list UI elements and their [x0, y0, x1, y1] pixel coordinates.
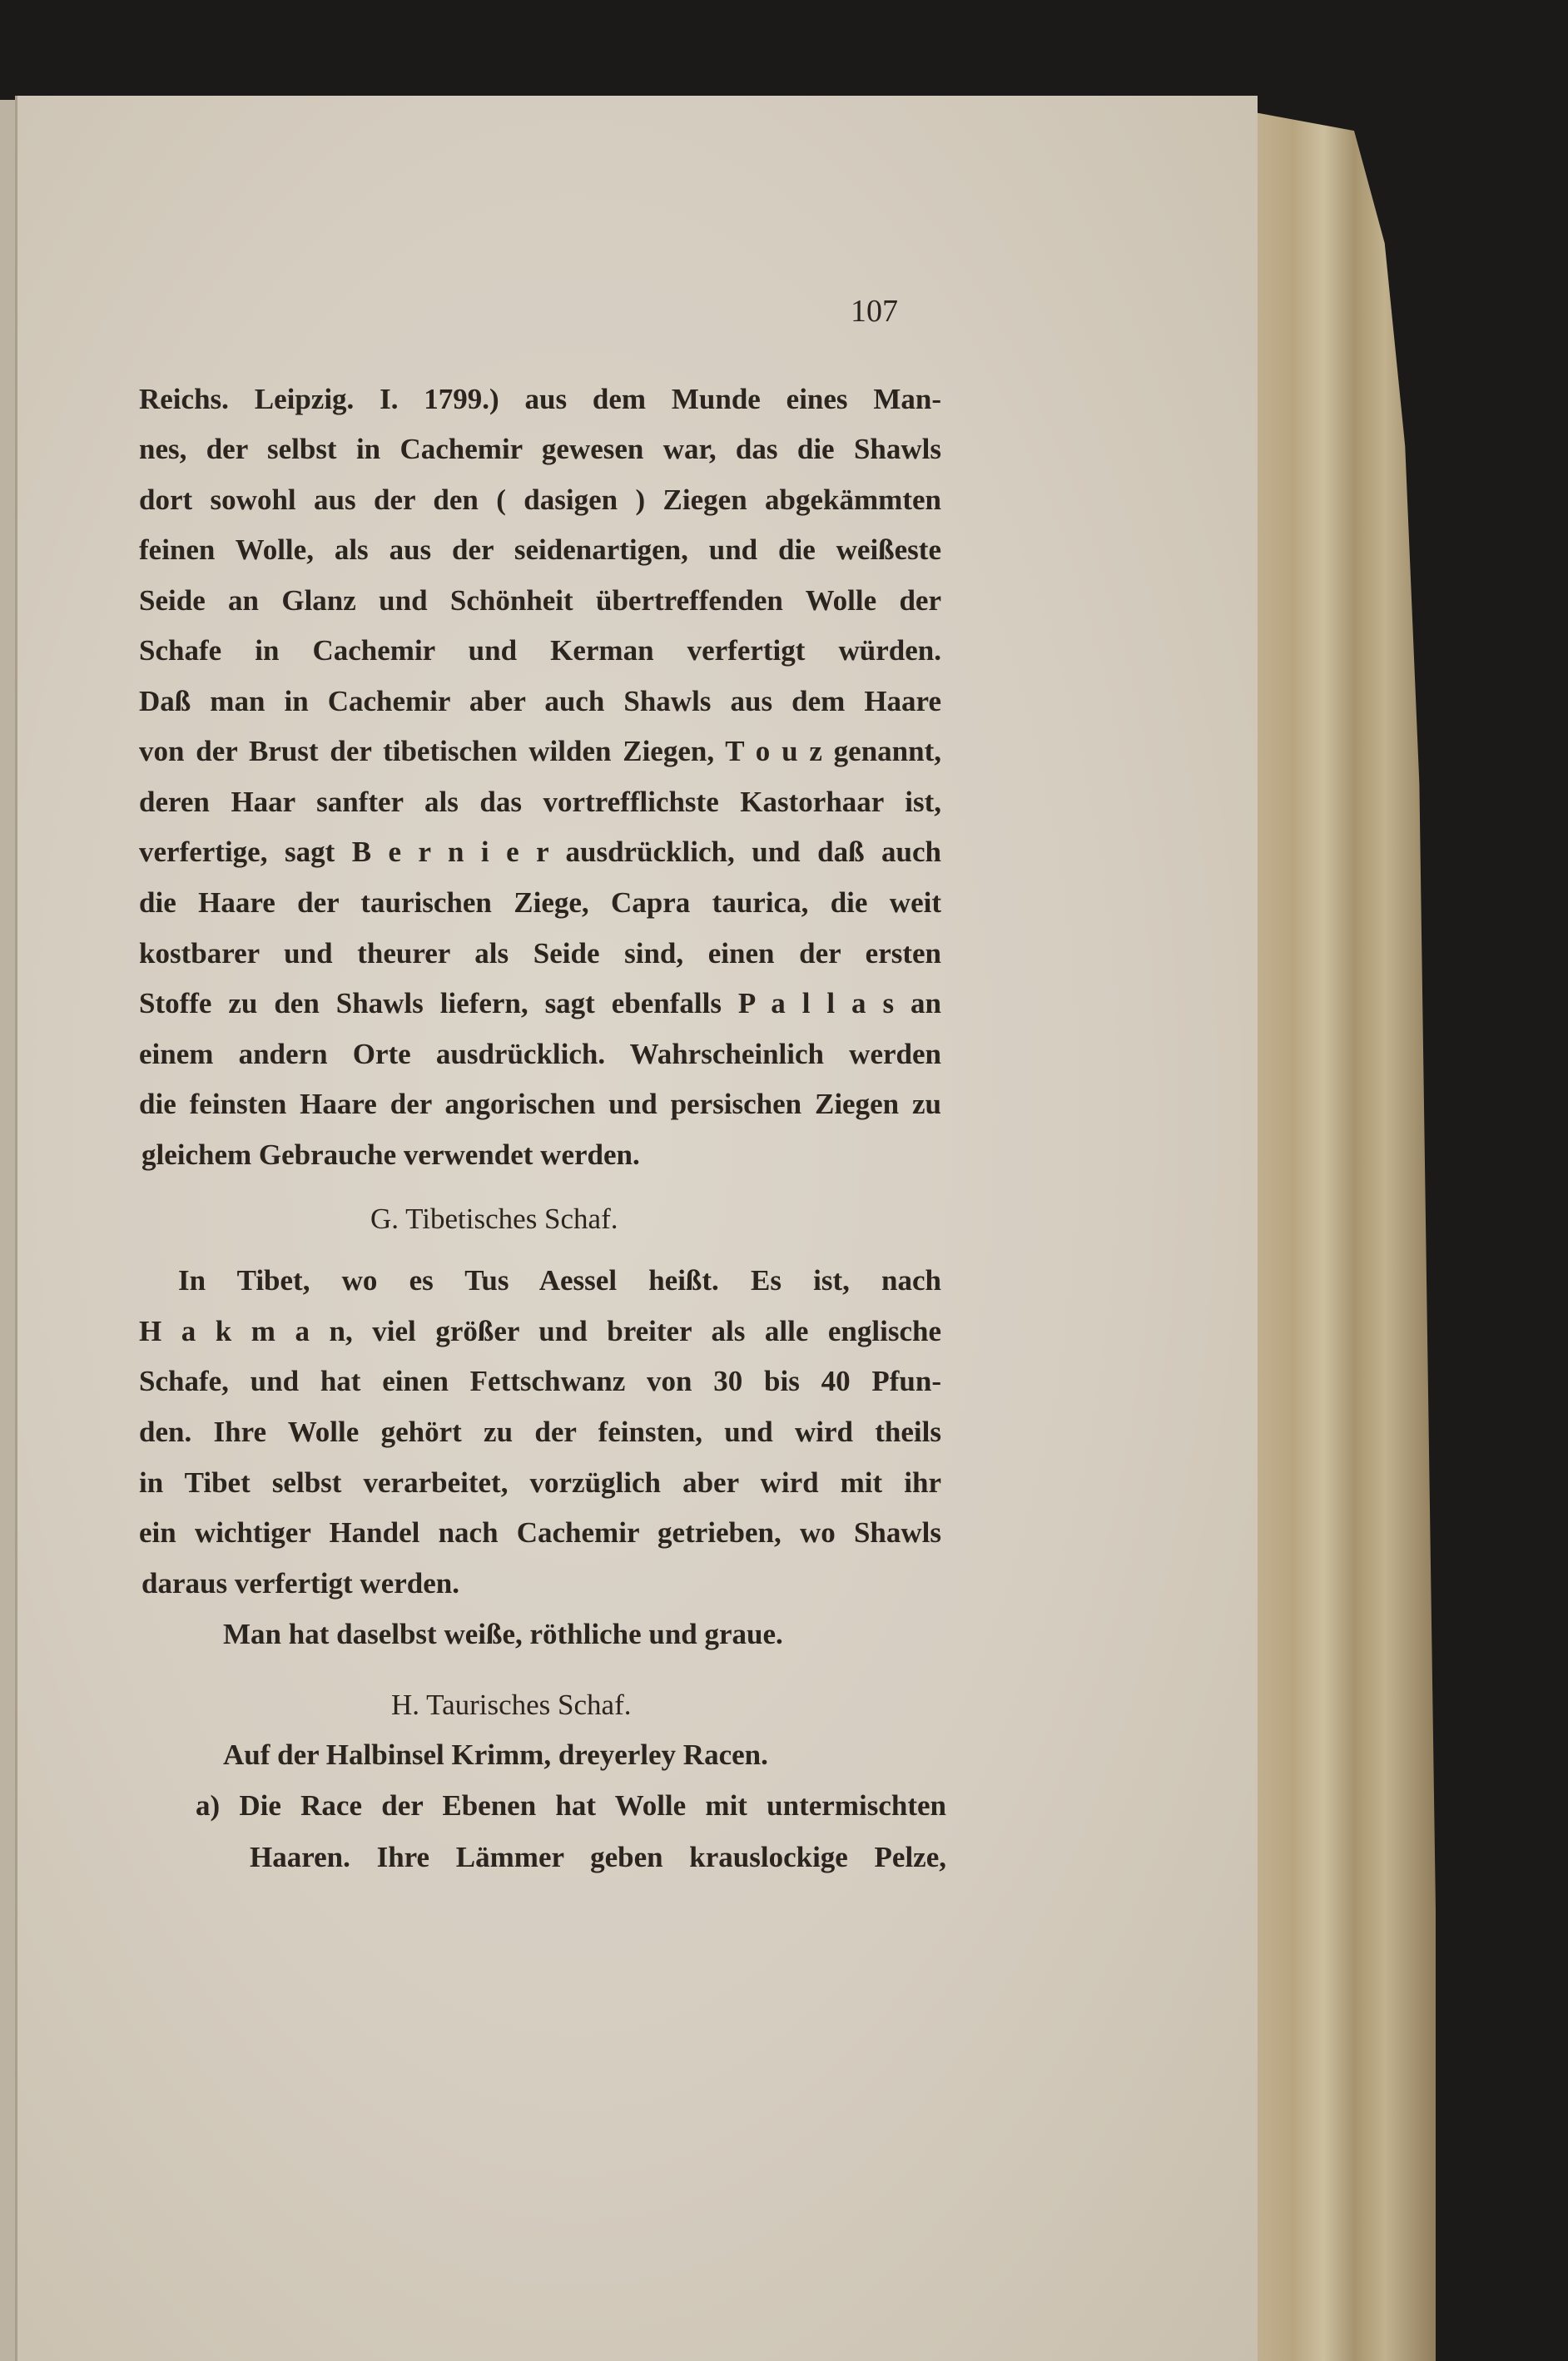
- text-line: deren Haar sanfter als das vortrefflichste Kastorhaar ist,: [139, 786, 941, 818]
- text-line: einem andern Orte ausdrücklich. Wahrscheinlich werden: [139, 1038, 941, 1070]
- text-line: nes, der selbst in Cachemir gewesen war, das die Shawls: [139, 433, 941, 465]
- text-line: Reichs. Leipzig. I. 1799.) aus dem Munde eines Man-: [139, 383, 941, 415]
- section-heading-h: H. Taurisches Schaf.: [391, 1689, 632, 1721]
- text-line: daraus verfertigt werden.: [141, 1567, 459, 1600]
- text-line: feinen Wolle, als aus der seidenartigen, und die weißeste: [139, 533, 941, 566]
- text-line: Schafe, und hat einen Fettschwanz von 30 bis 40 Pfun-: [139, 1365, 941, 1397]
- text-line: Haaren. Ihre Lämmer geben krauslockige Pelze,: [250, 1841, 946, 1873]
- text-line: Stoffe zu den Shawls liefern, sagt ebenfalls P a l l a s an: [139, 987, 941, 1019]
- text-line: den. Ihre Wolle gehört zu der feinsten, und wird theils: [139, 1416, 941, 1448]
- text-line: ein wichtiger Handel nach Cachemir getrieben, wo Shawls: [139, 1516, 941, 1549]
- page-number: 107: [851, 294, 898, 329]
- text-line: von der Brust der tibetischen wilden Ziegen, T o u z genannt,: [139, 735, 941, 767]
- list-item-a: a) Die Race der Ebenen hat Wolle mit untermischten: [196, 1789, 946, 1822]
- text-line: Seide an Glanz und Schönheit übertreffenden Wolle der: [139, 584, 941, 617]
- page-edges: [1232, 108, 1436, 2361]
- text-line: gleichem Gebrauche verwendet werden.: [141, 1138, 640, 1171]
- text-line: Auf der Halbinsel Krimm, dreyerley Racen.: [223, 1739, 768, 1771]
- text-line: dort sowohl aus der den ( dasigen ) Ziegen abgekämmten: [139, 484, 941, 516]
- text-line: In Tibet, wo es Tus Aessel heißt. Es ist, nach: [178, 1264, 941, 1297]
- section-heading-g: G. Tibetisches Schaf.: [370, 1203, 618, 1235]
- text-line: die Haare der taurischen Ziege, Capra taurica, die weit: [139, 886, 941, 919]
- text-line: kostbarer und theurer als Seide sind, einen der ersten: [139, 937, 941, 970]
- text-line: verfertige, sagt B e r n i e r ausdrücklich, und daß auch: [139, 836, 941, 868]
- text-line: Schafe in Cachemir und Kerman verfertigt würden.: [139, 634, 941, 667]
- text-line: in Tibet selbst verarbeitet, vorzüglich aber wird mit ihr: [139, 1466, 941, 1499]
- text-line: die feinsten Haare der angorischen und persischen Ziegen zu: [139, 1088, 941, 1120]
- text-line: H a k m a n, viel größer und breiter als alle englische: [139, 1315, 941, 1347]
- text-line: Man hat daselbst weiße, röthliche und graue.: [223, 1618, 783, 1650]
- text-line: Daß man in Cachemir aber auch Shawls aus dem Haare: [139, 685, 941, 717]
